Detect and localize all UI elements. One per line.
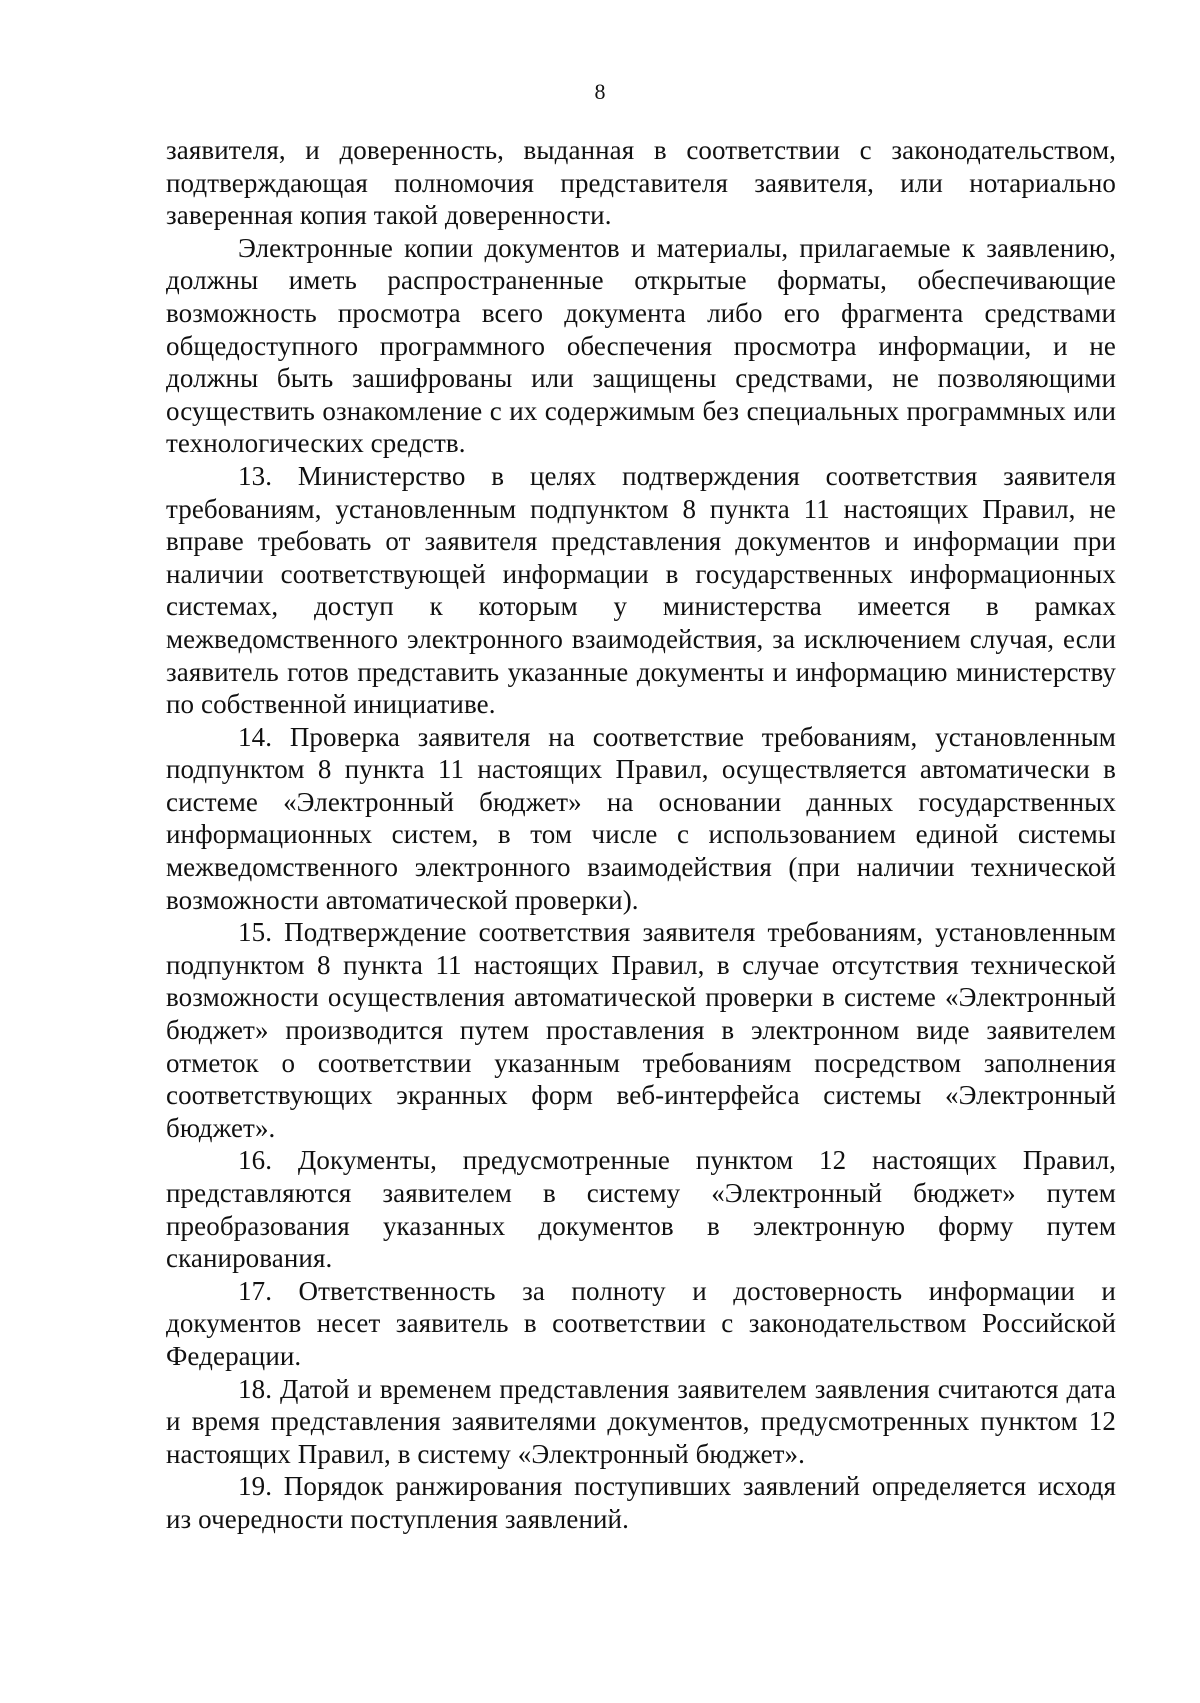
- paragraph-15: 15. Подтверждение соответствия заявителя требованиям, установленным подпунктом 8 пункта 11 настоящих Правил, в случае отсутствия технической возможности осуществления автоматической проверки в системе «Электронный бюджет» производится путем проставления в электронном виде заявителем отметок о соответствии указанным требованиям посредством заполнения соответствующих экранных форм веб-интерфейса системы «Электронный бюджет».: [166, 917, 1116, 1143]
- paragraph-electronic-copies: Электронные копии документов и материалы, прилагаемые к заявлению, должны иметь распространенные открытые форматы, обеспечивающие возможность просмотра всего документа либо его фрагмента средствами общедоступного программного обеспечения просмотра информации, и не должны быть зашифрованы или защищены средствами, не позволяющими осуществить ознакомление с их содержимым без специальных программных или технологических средств.: [166, 232, 1116, 459]
- paragraph-19: 19. Порядок ранжирования поступивших заявлений определяется исходя из очередности поступления заявлений.: [166, 1471, 1116, 1534]
- document-body: [166, 134, 1116, 1536]
- paragraph-14: 14. Проверка заявителя на соответствие требованиям, установленным подпунктом 8 пункта 11 настоящих Правил, осуществляется автоматически в системе «Электронный бюджет» на основании данных государственных информационных систем, в том числе с использованием единой системы межведомственного электронного взаимодействия (при наличии технической возможности автоматической проверки).: [166, 721, 1116, 915]
- page-number: 8: [594, 79, 606, 104]
- paragraph-16: 16. Документы, предусмотренные пунктом 12 настоящих Правил, представляются заявителем в систему «Электронный бюджет» путем преобразования указанных документов в электронную форму путем сканирования.: [166, 1145, 1116, 1274]
- paragraph-13: 13. Министерство в целях подтверждения соответствия заявителя требованиям, установленным подпунктом 8 пункта 11 настоящих Правил, не вправе требовать от заявителя представления документов и информации при наличии соответствующей информации в государственных информационных системах, доступ к которым у министерства имеется в рамках межведомственного электронного взаимодействия, за исключением случая, если заявитель готов представить указанные документы и информацию министерству по собственной инициативе.: [166, 460, 1116, 720]
- paragraph-continuation: заявителя, и доверенность, выданная в соответствии с законодательством, подтверждающая полномочия представителя заявителя, или нотариально заверенная копия такой доверенности.: [166, 135, 1116, 231]
- paragraph-18: 18. Датой и временем представления заявителем заявления считаются дата и время представления заявителями документов, предусмотренных пунктом 12 настоящих Правил, в систему «Электронный бюджет».: [166, 1373, 1116, 1469]
- paragraph-17: 17. Ответственность за полноту и достоверность информации и документов несет заявитель в соответствии с законодательством Российской Федерации.: [166, 1275, 1116, 1371]
